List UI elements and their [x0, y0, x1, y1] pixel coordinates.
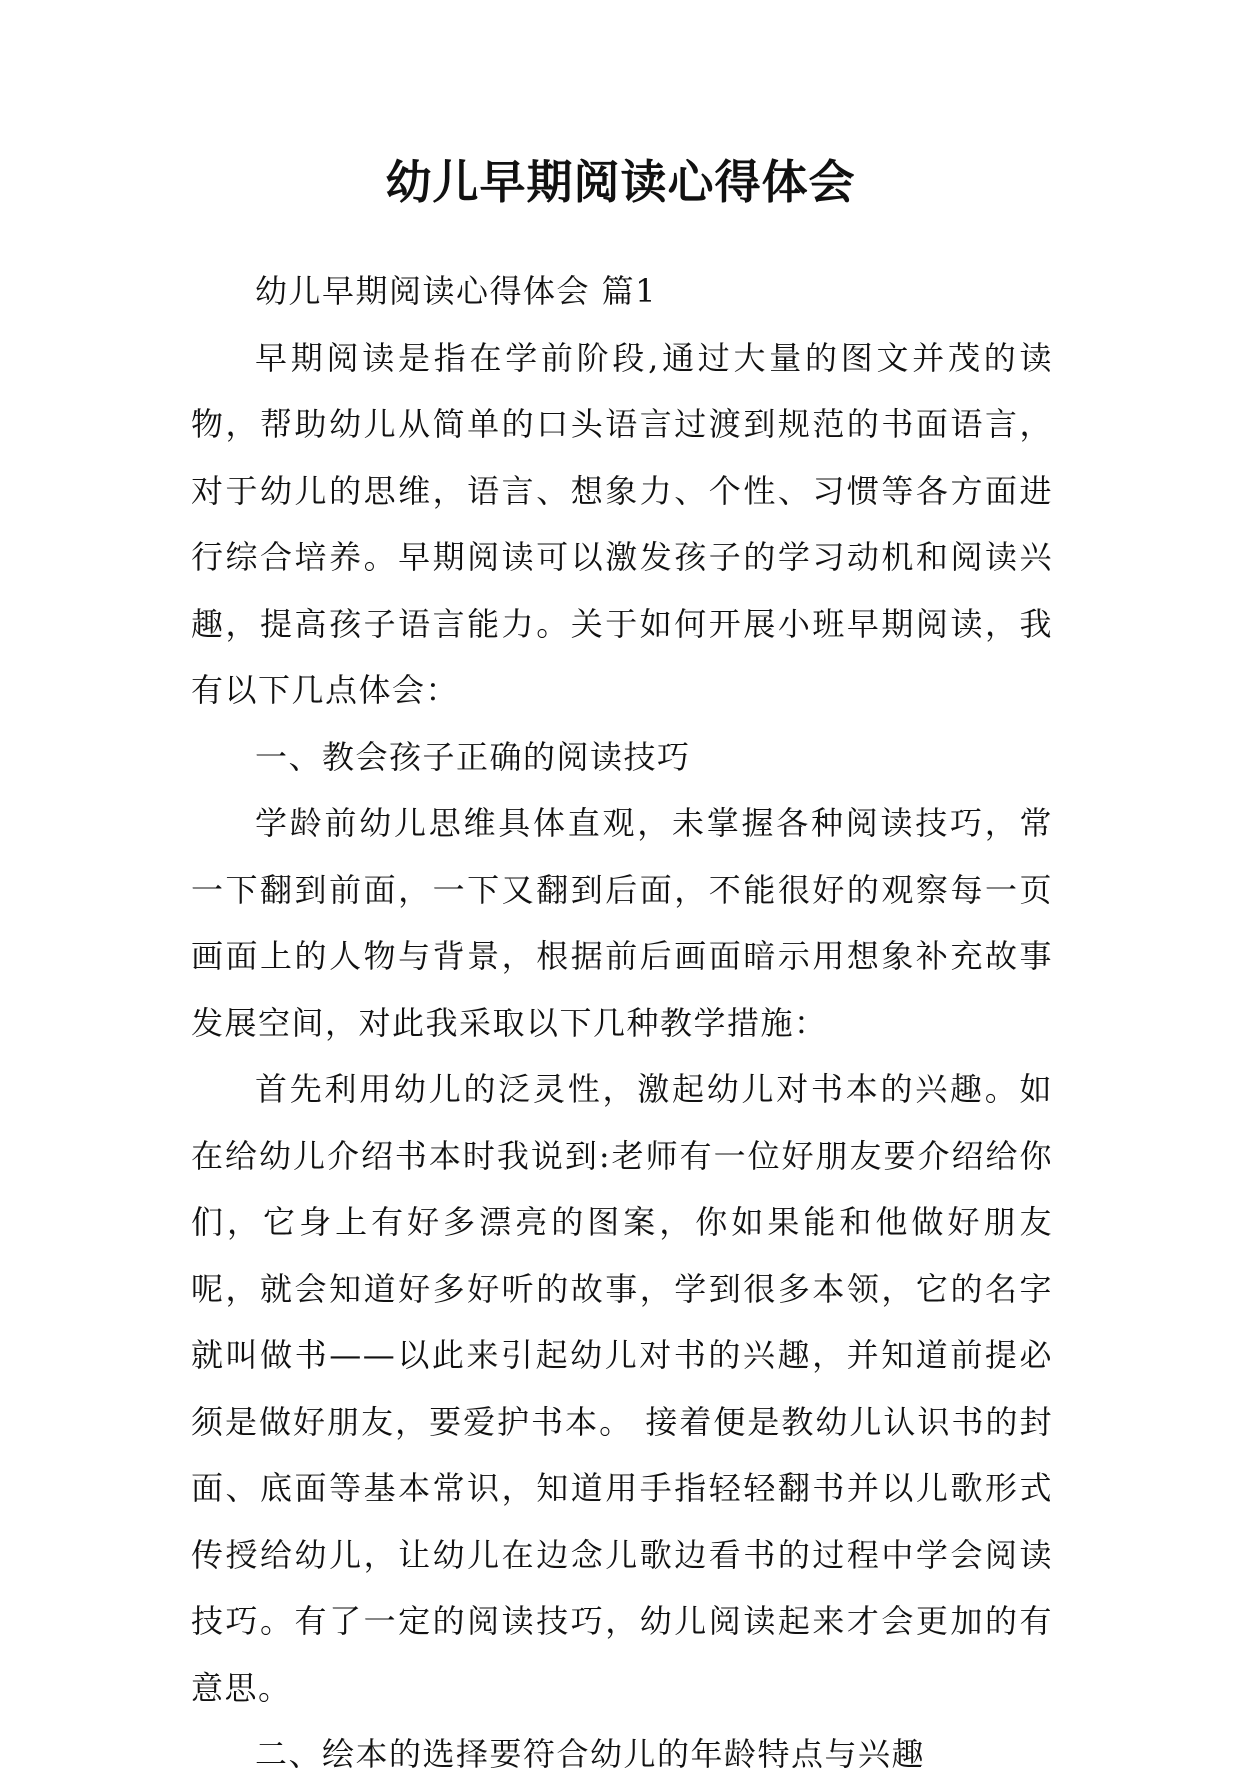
paragraph-subheading: 二、绘本的选择要符合幼儿的年龄特点与兴趣	[255, 1735, 926, 1773]
paragraph-section-heading: 幼儿早期阅读心得体会 篇1	[255, 272, 658, 310]
document-body	[191, 258, 1053, 1788]
paragraph: 首先利用幼儿的泛灵性，激起幼儿对书本的兴趣。如在给幼儿介绍书本时我说到:老师有一位好朋友要介绍给你们，它身上有好多漂亮的图案，你如果能和他做好朋友呢，就会知道好多好听的故事，学到很多本领，它的名字就叫做书——以此来引起幼儿对书的兴趣，并知道前提必须是做好朋友，要爱护书本。 接着便是教幼儿认识书的封面、底面等基本常识，知道用手指轻轻翻书并以儿歌形式传授给幼儿，让幼儿在边念儿歌边看书的过程中学会阅读技巧。有了一定的阅读技巧，幼儿阅读起来才会更加的有意思。	[191, 1070, 1053, 1707]
paragraph-subheading: 一、教会孩子正确的阅读技巧	[255, 737, 691, 776]
paragraph: 学龄前幼儿思维具体直观，未掌握各种阅读技巧，常一下翻到前面，一下又翻到后面，不能很好的观察每一页画面上的人物与背景，根据前后画面暗示用想象补充故事发展空间，对此我采取以下几种教学措施：	[191, 804, 1053, 1042]
document-title: 幼儿早期阅读心得体会	[385, 155, 856, 209]
paragraph: 早期阅读是指在学前阶段,通过大量的图文并茂的读物，帮助幼儿从简单的口头语言过渡到规范的书面语言，对于幼儿的思维，语言、想象力、个性、习惯等各方面进行综合培养。早期阅读可以激发孩子的学习动机和阅读兴趣，提高孩子语言能力。关于如何开展小班早期阅读，我有以下几点体会：	[191, 338, 1053, 709]
